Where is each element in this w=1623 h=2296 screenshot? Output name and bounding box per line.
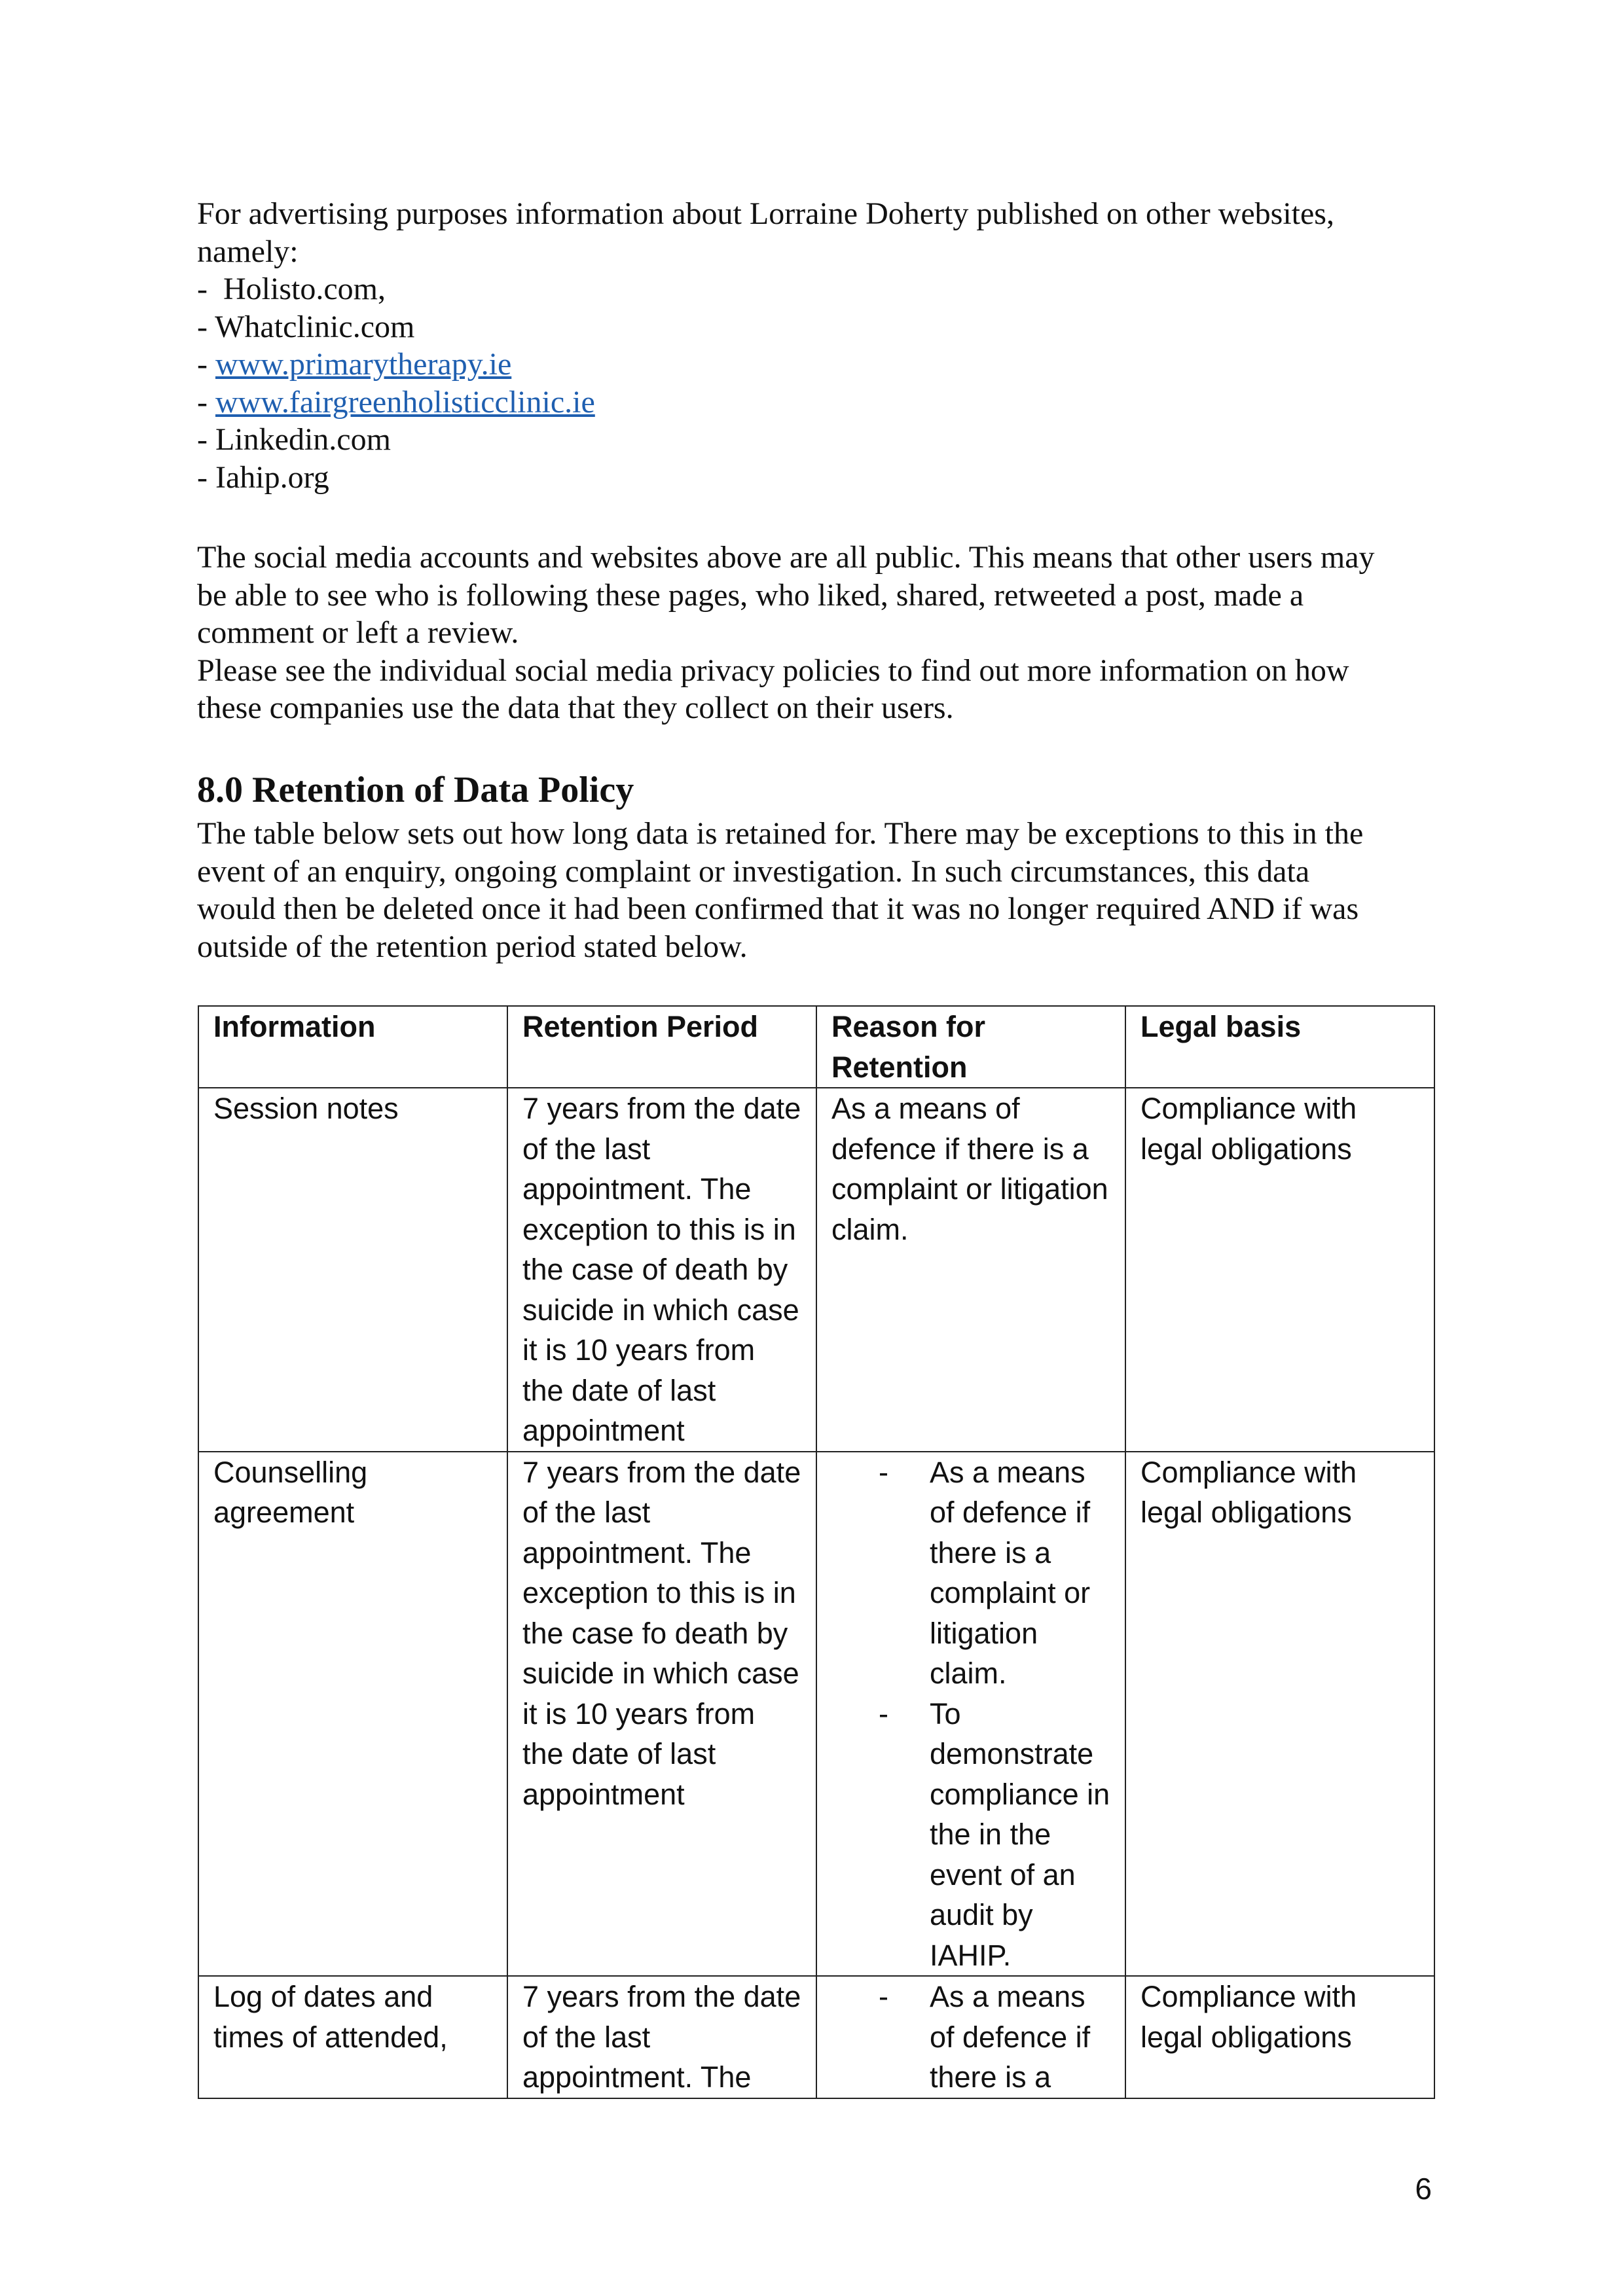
header-legal-basis: Legal basis [1125,1006,1434,1088]
site-link-fairgreen[interactable]: www.fairgreenholisticclinic.ie [215,384,595,420]
cell-retention-period: 7 years from the date of the last appointment. The exception to this is in the case of death by suicide in which case it is 10 years from the date of last appointment [507,1088,816,1452]
paragraph-line: event of an enquiry, ongoing complaint or investigation. In such circumstances, this data [197,853,1310,889]
intro-block [197,195,1438,496]
dash-bullet: - [197,459,215,495]
section-heading: 8.0 Retention of Data Policy [197,770,634,810]
dash-bullet: - [197,384,215,420]
reason-list-item: - To demonstrate compliance in the in the event of an audit by IAHIP. [930,1694,1112,1976]
paragraph-line: these companies use the data that they collect on their users. [197,691,954,725]
table-row [198,1088,1434,1452]
paragraph-line: outside of the retention period stated below. [197,929,748,964]
paragraph-line: be able to see who is following these pages, who liked, shared, retweeted a post, made a [197,577,1304,613]
cell-legal-basis: Compliance with legal obligations [1125,1976,1434,2098]
paragraph-line: comment or left a review. [197,615,519,650]
header-information: Information [198,1006,507,1088]
table-row [198,1976,1434,2098]
paragraph-line: The social media accounts and websites above are all public. This means that other users may [197,540,1375,575]
reason-list [831,1452,1112,1976]
cell-legal-basis: Compliance with legal obligations [1125,1088,1434,1452]
site-text: Iahip.org [215,459,329,495]
header-reason-for-retention: Reason for Retention [816,1006,1125,1088]
page-number: 6 [1415,2172,1432,2206]
paragraph-line: The table below sets out how long data is retained for. There may be exceptions to this in the [197,816,1364,851]
paragraph-line: Please see the individual social media privacy policies to find out more information on how [197,653,1349,688]
site-item [197,459,1438,497]
paragraph-line: would then be deleted once it had been confirmed that it was no longer required AND if was [197,891,1359,926]
reason-list-item: - As a means of defence if there is a complaint or litigation claim. [930,1452,1112,1694]
site-item [197,384,1438,422]
dash-bullet: - [197,347,215,382]
site-item [197,308,1438,346]
intro-line: namely: [197,234,299,269]
intro-line: For advertising purposes information about Lorraine Doherty published on other websites, [197,196,1334,231]
dash-bullet: - [197,272,223,306]
cell-retention-period: 7 years from the date of the last appointment. The exception to this is in the case fo death by suicide in which case it is 10 years from the date of last appointment [507,1452,816,1977]
cell-reason: As a means of defence if there is a complaint or litigation claim. [816,1088,1125,1452]
cell-legal-basis: Compliance with legal obligations [1125,1452,1434,1977]
retention-table [198,1005,1435,2099]
site-item [197,270,1438,308]
site-item [197,346,1438,384]
public-paragraph [197,539,1438,727]
site-text: Whatclinic.com [215,309,415,344]
site-link-primarytherapy[interactable]: www.primarytherapy.ie [215,347,512,382]
reason-list-item: - As a means of defence if there is a [930,1977,1112,2098]
cell-reason [816,1976,1125,2098]
cell-information: Log of dates and times of attended, [198,1976,507,2098]
cell-information: Session notes [198,1088,507,1452]
table-row [198,1452,1434,1977]
reason-list [831,1977,1112,2098]
site-text: Holisto.com, [223,272,386,306]
cell-reason [816,1452,1125,1977]
site-text: Linkedin.com [215,422,391,457]
site-item [197,421,1438,459]
cell-information: Counselling agreement [198,1452,507,1977]
dash-bullet: - [197,422,215,457]
header-retention-period: Retention Period [507,1006,816,1088]
dash-bullet: - [197,309,215,344]
section-paragraph [197,815,1438,965]
table-header-row [198,1006,1434,1088]
cell-retention-period: 7 years from the date of the last appointment. The [507,1976,816,2098]
